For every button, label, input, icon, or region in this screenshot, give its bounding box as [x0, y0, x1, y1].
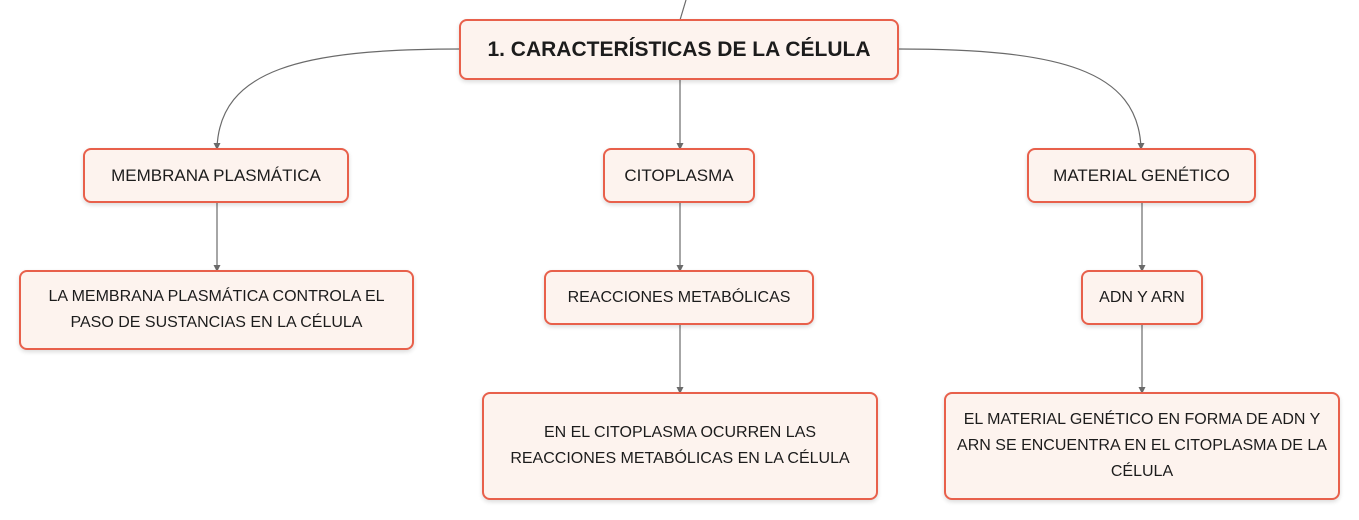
branch-citoplasma[interactable]	[603, 148, 755, 203]
branch-membrana-plasmatica-label: MEMBRANA PLASMÁTICA	[111, 165, 321, 185]
reacciones-metabolicas-label: REACCIONES METABÓLICAS	[567, 288, 791, 306]
citoplasma-description-label: EN EL CITOPLASMA OCURREN LAS REACCIONES METABÓLICAS EN LA CÉLULA	[510, 424, 850, 467]
membrana-description-label: LA MEMBRANA PLASMÁTICA CONTROLA EL PASO DE SUSTANCIAS EN LA CÉLULA	[48, 288, 385, 331]
membrana-description-node[interactable]	[19, 270, 414, 350]
branch-material-genetico[interactable]	[1027, 148, 1256, 203]
adn-arn-label: ADN Y ARN	[1099, 288, 1185, 306]
connector-root-material	[898, 49, 1141, 148]
root-node-label: 1. CARACTERÍSTICAS DE LA CÉLULA	[487, 37, 871, 61]
branch-citoplasma-label: CITOPLASMA	[624, 165, 734, 185]
branch-membrana-plasmatica[interactable]	[83, 148, 349, 203]
root-node[interactable]	[459, 19, 899, 80]
connector-root-membrana	[217, 49, 460, 148]
material-description-node[interactable]	[944, 392, 1340, 500]
citoplasma-description-node[interactable]	[482, 392, 878, 500]
reacciones-metabolicas-node[interactable]	[544, 270, 814, 325]
material-description-label: EL MATERIAL GENÉTICO EN FORMA DE ADN Y ARN SE ENCUENTRA EN EL CITOPLASMA DE LA CÉLULA	[957, 411, 1327, 480]
branch-material-genetico-label: MATERIAL GENÉTICO	[1053, 165, 1230, 185]
adn-arn-node[interactable]	[1081, 270, 1203, 325]
incoming-connector	[680, 0, 686, 20]
